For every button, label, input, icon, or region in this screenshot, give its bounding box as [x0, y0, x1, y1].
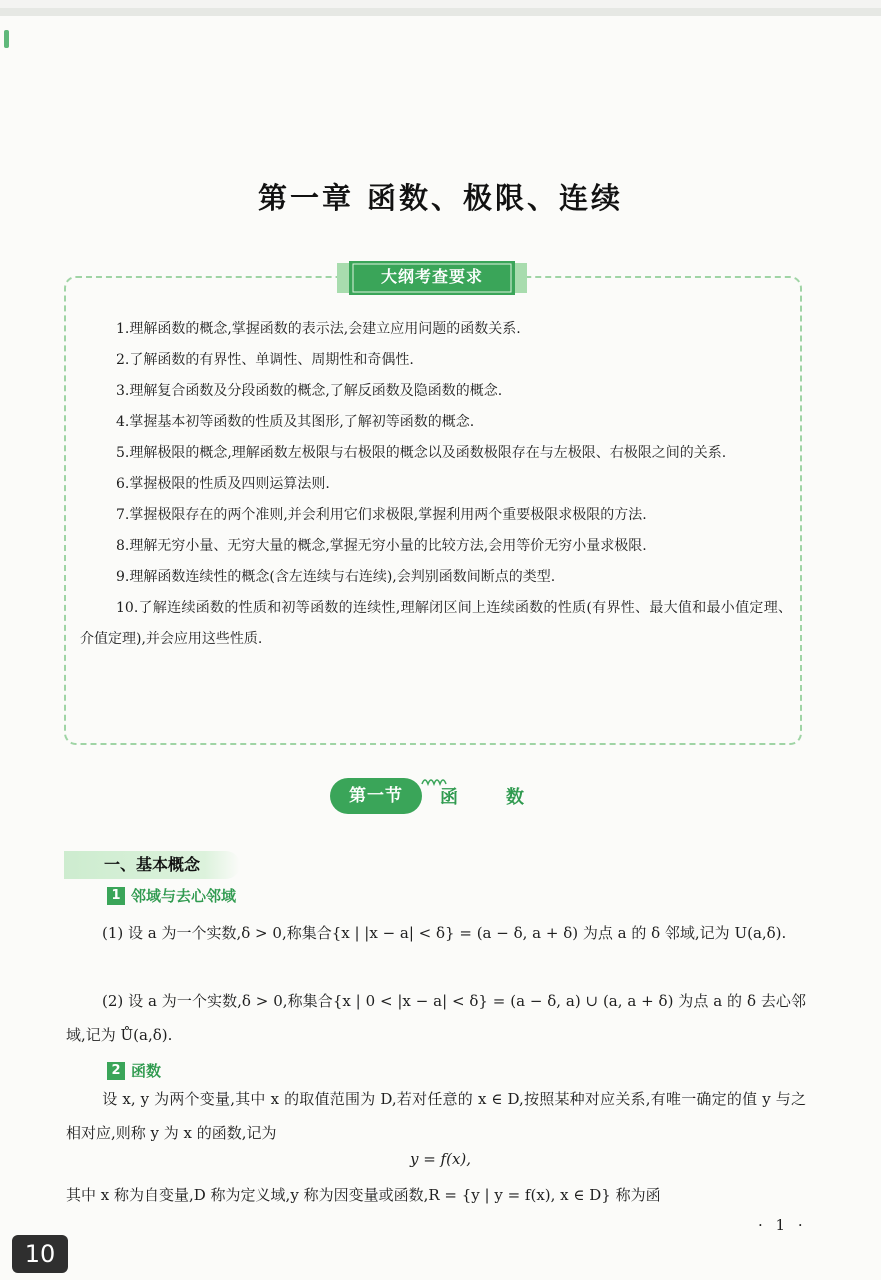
concept-heading-bar — [64, 851, 240, 879]
paragraph-neighborhood — [66, 916, 806, 950]
requirement-item: 5.理解极限的概念,理解函数左极限与右极限的概念以及函数极限存在与左极限、右极限之间的关系. — [116, 445, 727, 461]
paragraph-text: (1) 设 a 为一个实数,δ > 0,称集合{x | |x − a| < δ} = (a − δ, a + δ) 为点 a 的 δ 邻域,记为 U(a,δ). — [102, 924, 787, 942]
requirements-heading: 大纲考查要求 — [380, 267, 483, 286]
subheading-neighborhood — [107, 885, 236, 907]
requirement-item: 8.理解无穷小量、无穷大量的概念,掌握无穷小量的比较方法,会用等价无穷小量求极限. — [116, 538, 647, 554]
requirement-item: 9.理解函数连续性的概念(含左连续与右连续),会判别函数间断点的类型. — [116, 569, 556, 585]
requirements-list — [80, 314, 792, 655]
requirement-item: 4.掌握基本初等函数的性质及其图形,了解初等函数的概念. — [116, 414, 475, 430]
requirement-item: 1.理解函数的概念,掌握函数的表示法,会建立应用问题的函数关系. — [116, 321, 521, 337]
page-number: · 1 · — [758, 1216, 807, 1234]
subheading-title: 邻域与去心邻域 — [131, 887, 237, 905]
paragraph-deleted-neighborhood — [66, 984, 806, 1052]
document-page — [0, 8, 881, 1280]
subheading-number: 2 — [107, 1062, 125, 1080]
requirement-item: 6.掌握极限的性质及四则运算法则. — [116, 476, 330, 492]
page-top-strip — [0, 8, 881, 16]
paragraph-function-terms — [66, 1178, 806, 1212]
requirement-item: 10.了解连续函数的性质和初等函数的连续性,理解闭区间上连续函数的性质(有界性、最大值和最小值定理、介值定理),并会应用这些性质. — [80, 600, 792, 647]
paragraph-text: 其中 x 称为自变量,D 称为定义域,y 称为因变量或函数,R = {y | y = f(x), x ∈ D} 称为函 — [66, 1186, 661, 1204]
concept-heading: 一、基本概念 — [104, 855, 201, 874]
requirement-item: 2.了解函数的有界性、单调性、周期性和奇偶性. — [116, 352, 414, 368]
corner-mark — [4, 30, 9, 48]
section-title: 函数 — [440, 787, 572, 808]
paragraph-function-definition — [66, 1082, 806, 1150]
requirements-heading-tab — [337, 259, 527, 297]
subheading-title: 函数 — [131, 1062, 162, 1080]
subheading-function — [107, 1060, 161, 1082]
formula: y = f(x), — [409, 1150, 472, 1168]
paragraph-text: 设 x, y 为两个变量,其中 x 的取值范围为 D,若对任意的 x ∈ D,按照某种对应关系,有唯一确定的值 y 与之相对应,则称 y 为 x 的函数,记为 — [66, 1090, 806, 1142]
requirement-item: 3.理解复合函数及分段函数的概念,了解反函数及隐函数的概念. — [116, 383, 503, 399]
paragraph-text: (2) 设 a 为一个实数,δ > 0,称集合{x | 0 < |x − a| < δ} = (a − δ, a) ∪ (a, a + δ) 为点 a 的 δ 去心邻域,记为 Ů(a,δ). — [66, 992, 806, 1044]
section-badge: 第一节 — [330, 778, 422, 814]
page-thumbnail-badge[interactable]: 10 — [12, 1235, 68, 1273]
subheading-number: 1 — [107, 887, 125, 905]
chapter-title: 第一章 函数、极限、连续 — [257, 181, 624, 215]
requirement-item: 7.掌握极限存在的两个准则,并会利用它们求极限,掌握利用两个重要极限求极限的方法. — [116, 507, 647, 523]
